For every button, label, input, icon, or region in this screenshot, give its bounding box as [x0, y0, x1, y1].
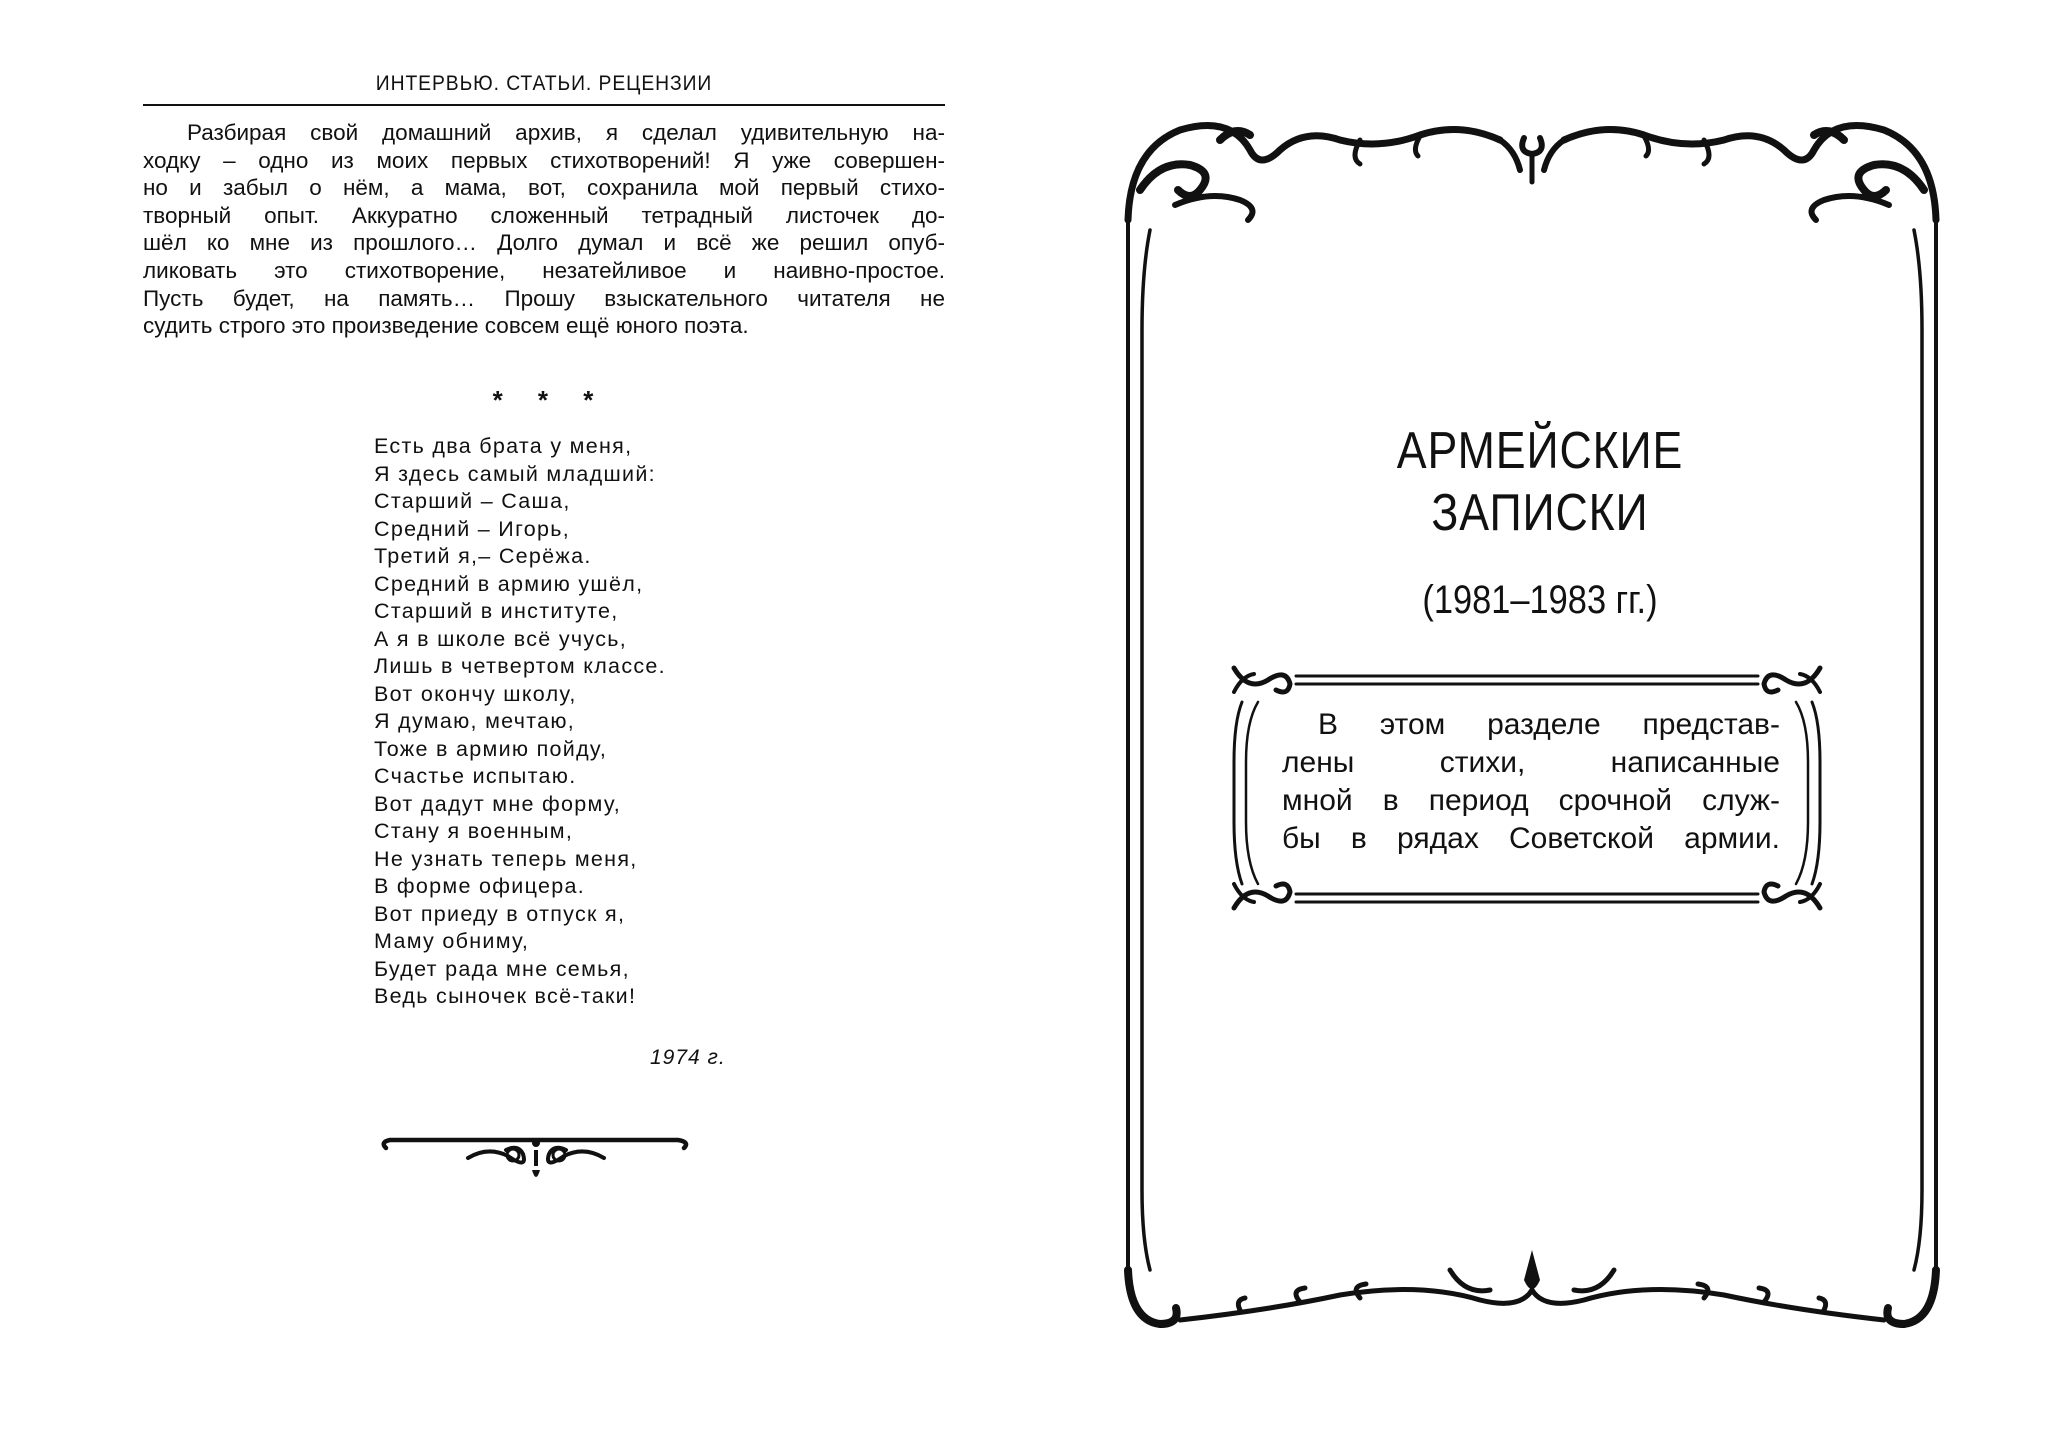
section-years: (1981–1983 гг.)	[1422, 578, 1658, 622]
poem-line: Вот окончу школу,	[374, 681, 577, 706]
section-description	[1282, 706, 1780, 858]
intro-paragraph	[143, 119, 945, 340]
poem-line: Старший – Саша,	[374, 489, 571, 513]
poem-line: Средний в армию ушёл,	[374, 571, 644, 596]
poem-line: Есть два брата у меня,	[374, 434, 633, 458]
running-head: ИНТЕРВЬЮ. СТАТЬИ. РЕЦЕНЗИИ	[375, 72, 713, 95]
poem-line: Вот дадут мне форму,	[374, 791, 622, 816]
intro-line: Пусть будет, на память… Прошу взыскательного читателя не	[143, 285, 945, 311]
flourish-divider-icon	[378, 1130, 694, 1188]
poem-line: Старший в институте,	[374, 599, 619, 623]
poem-line: А я в школе всё учусь,	[374, 626, 628, 651]
poem-line: Не узнать теперь меня,	[374, 846, 638, 871]
header-rule	[143, 104, 945, 106]
poem-line: Я здесь самый младший:	[374, 461, 656, 486]
poem-line: Маму обниму,	[374, 929, 530, 953]
intro-line: но и забыл о нём, а мама, вот, сохранила мой первый стихо-	[143, 175, 945, 201]
intro-line: творный опыт. Аккуратно сложенный тетрадный листочек до-	[143, 202, 945, 228]
poem-line: В форме офицера.	[374, 874, 586, 898]
poem-line: Будет рада мне семья,	[374, 956, 630, 981]
poem-separator: * * *	[492, 385, 608, 415]
poem-line: Тоже в армию пойду,	[374, 736, 608, 761]
poem-line: Лишь в четвертом классе.	[374, 654, 666, 678]
section-title-line: ЗАПИСКИ	[1431, 484, 1649, 542]
section-title	[1265, 420, 1815, 544]
intro-line: шёл ко мне из прошлого… Долго думал и всё же решил опуб-	[143, 230, 945, 256]
intro-line: ликовать это стихотворение, незатейливое и наивно-простое.	[143, 257, 945, 283]
poem-line: Я думаю, мечтаю,	[374, 709, 576, 733]
description-line: мной в период срочной служ-	[1282, 784, 1780, 817]
intro-line: Разбирая свой домашний архив, я сделал удивительную на-	[187, 120, 945, 145]
poem	[374, 433, 666, 1011]
intro-line: судить строго это произведение совсем ещё юного поэта.	[143, 313, 749, 339]
poem-line: Вот приеду в отпуск я,	[374, 901, 626, 926]
poem-line: Стану я военным,	[374, 819, 574, 843]
intro-line: ходку – одно из моих первых стихотворений! Я уже совершен-	[143, 147, 945, 173]
poem-line: Счастье испытаю.	[374, 764, 577, 788]
description-line: лены стихи, написанные	[1282, 746, 1780, 779]
poem-line: Ведь сыночек всё-таки!	[374, 984, 637, 1008]
poem-date: 1974 г.	[650, 1046, 726, 1069]
description-line: В этом разделе представ-	[1318, 708, 1780, 741]
section-title-line: АРМЕЙСКИЕ	[1396, 422, 1684, 480]
description-line: бы в рядах Советской армии.	[1282, 822, 1780, 855]
poem-line: Средний – Игорь,	[374, 516, 571, 541]
poem-line: Третий я,– Серёжа.	[374, 544, 592, 568]
